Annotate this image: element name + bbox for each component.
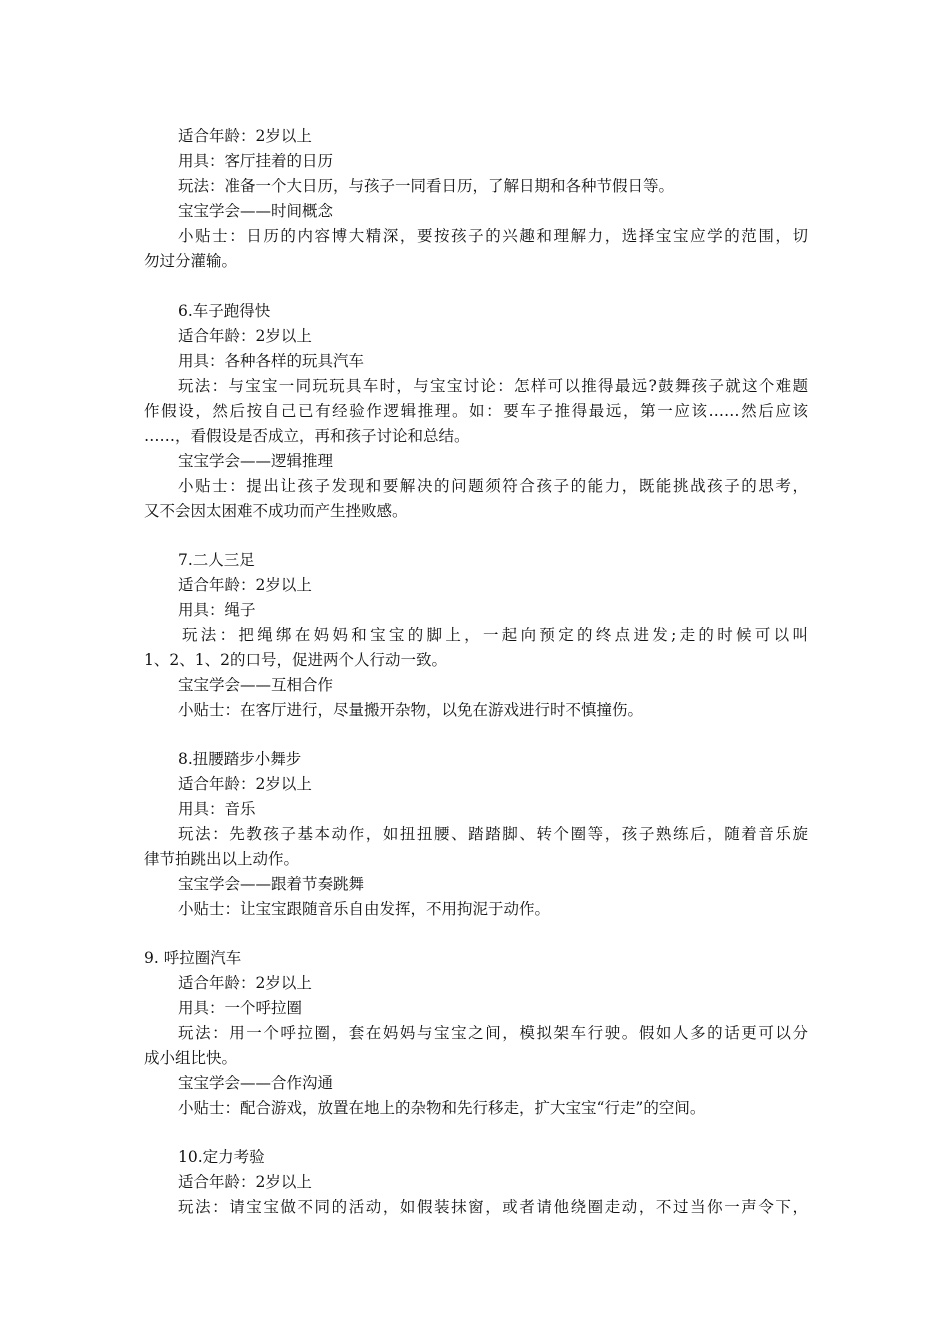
s8-learn: 宝宝学会——跟着节奏跳舞 — [178, 875, 365, 893]
s7-title: 7.二人三足 — [178, 551, 255, 569]
s8-tool: 用具：音乐 — [178, 800, 256, 818]
s5-tip-line2: 勿过分灌输。 — [144, 252, 238, 270]
s9-tool: 用具：一个呼拉圈 — [178, 999, 303, 1017]
s10-title: 10.定力考验 — [178, 1148, 265, 1166]
s7-tip: 小贴士：在客厅进行，尽量搬开杂物，以免在游戏进行时不慎撞伤。 — [178, 701, 644, 719]
s6-tool: 用具：各种各样的玩具汽车 — [178, 352, 365, 370]
s7-play-line2: 1、2、1、2的口号，促进两个人行动一致。 — [144, 651, 447, 669]
s9-learn: 宝宝学会——合作沟通 — [178, 1074, 334, 1092]
s8-tip: 小贴士：让宝宝跟随音乐自由发挥，不用拘泥于动作。 — [178, 900, 551, 918]
s8-age: 适合年龄：2岁以上 — [178, 775, 312, 793]
s5-tip-line1: 小贴士：日历的内容博大精深，要按孩子的兴趣和理解力，选择宝宝应学的范围，切 — [178, 227, 808, 245]
s8-play-line1: 玩法：先教孩子基本动作，如扭扭腰、踏踏脚、转个圈等，孩子熟练后，随着音乐旋 — [178, 825, 808, 843]
s7-age: 适合年龄：2岁以上 — [178, 576, 312, 594]
s7-tool: 用具：绳子 — [178, 601, 256, 619]
s9-play-line1: 玩法：用一个呼拉圈，套在妈妈与宝宝之间，模拟架车行驶。假如人多的话更可以分 — [178, 1024, 808, 1042]
s6-tip-line2: 又不会因太困难不成功而产生挫败感。 — [144, 502, 408, 520]
s10-play-line1: 玩法：请宝宝做不同的活动，如假装抹窗，或者请他绕圈走动，不过当你一声令下， — [178, 1198, 808, 1216]
s9-play-line2: 成小组比快。 — [144, 1049, 238, 1067]
s8-play-line2: 律节拍跳出以上动作。 — [144, 850, 300, 868]
s6-play-line1: 玩法：与宝宝一同玩玩具车时，与宝宝讨论：怎样可以推得最远?鼓舞孩子就这个难题 — [178, 377, 808, 395]
s9-title: 9. 呼拉圈汽车 — [144, 949, 242, 967]
s6-tip-line1: 小贴士：提出让孩子发现和要解决的问题须符合孩子的能力，既能挑战孩子的思考， — [178, 477, 808, 495]
s7-learn: 宝宝学会——互相合作 — [178, 676, 334, 694]
s9-tip: 小贴士：配合游戏，放置在地上的杂物和先行移走，扩大宝宝“行走”的空间。 — [178, 1099, 706, 1117]
s6-age: 适合年龄：2岁以上 — [178, 327, 312, 345]
s8-title: 8.扭腰踏步小舞步 — [178, 750, 302, 768]
s10-age: 适合年龄：2岁以上 — [178, 1173, 312, 1191]
s6-title: 6.车子跑得快 — [178, 302, 271, 320]
s5-tool: 用具：客厅挂着的日历 — [178, 152, 334, 170]
s6-play-line2: 作假设，然后按自己已有经验作逻辑推理。如：要车子推得最远，第一应该……然后应该 — [144, 402, 808, 420]
s6-play-line3: ……，看假设是否成立，再和孩子讨论和总结。 — [144, 427, 470, 445]
s9-age: 适合年龄：2岁以上 — [178, 974, 312, 992]
s5-age: 适合年龄：2岁以上 — [178, 127, 312, 145]
s5-play: 玩法：准备一个大日历，与孩子一同看日历，了解日期和各种节假日等。 — [178, 177, 675, 195]
s6-learn: 宝宝学会——逻辑推理 — [178, 452, 334, 470]
s5-learn: 宝宝学会——时间概念 — [178, 202, 334, 220]
s7-play-line1: 玩法：把绳绑在妈妈和宝宝的脚上，一起向预定的终点进发;走的时候可以叫 — [182, 626, 808, 644]
